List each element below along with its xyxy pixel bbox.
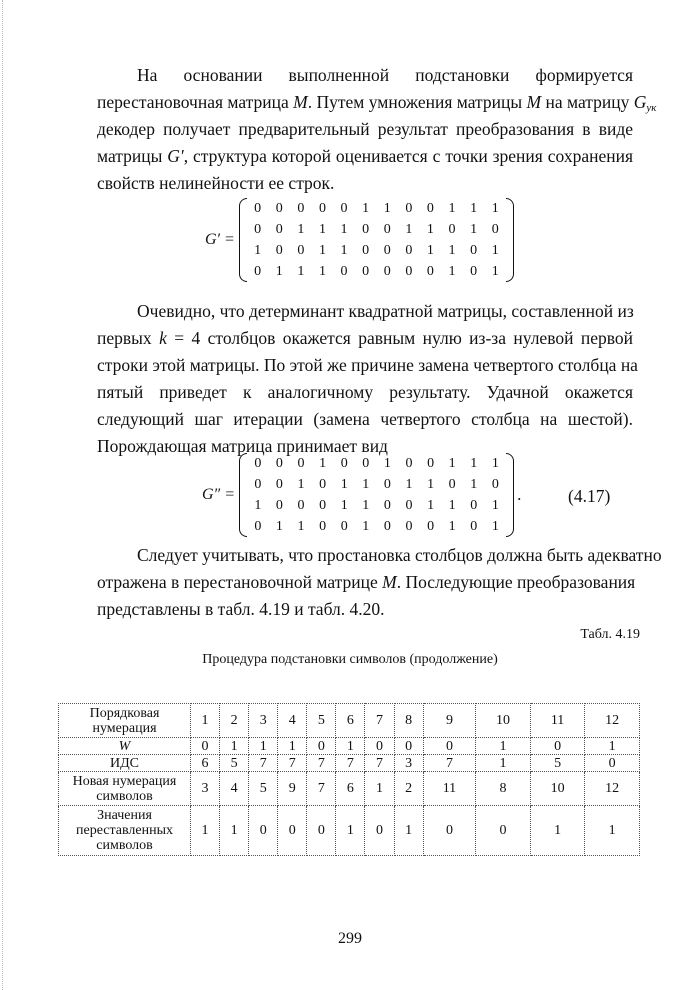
matrix-cell: 0	[405, 498, 413, 513]
table-cell: 2	[394, 772, 423, 806]
table-cell: 12	[585, 772, 640, 806]
matrix-cell: 0	[383, 243, 391, 258]
matrix-cell: 0	[383, 222, 391, 237]
table-cell: 3	[191, 772, 220, 806]
matrix-cell: 0	[275, 456, 283, 471]
text-span: матрицы	[97, 146, 168, 166]
text-span: На основании выполненной подстановки формируется	[137, 65, 633, 85]
matrix-cell: 0	[254, 477, 262, 492]
matrix-cell: 0	[340, 264, 348, 279]
matrix-cell: 0	[362, 264, 370, 279]
table-caption: Процедура подстановки символов (продолжение)	[202, 652, 498, 667]
text-line	[97, 542, 662, 569]
table-cell: 1	[585, 738, 640, 755]
table-label: Табл. 4.19	[580, 627, 640, 642]
matrix-cell: 1	[340, 498, 348, 513]
text-span: первых	[97, 328, 160, 348]
table-row	[59, 772, 640, 806]
matrix-cell: 0	[491, 477, 499, 492]
matrix-cell: 0	[340, 456, 348, 471]
table-cell: 2	[220, 704, 249, 738]
matrix-body	[239, 453, 514, 537]
matrix-row	[247, 495, 506, 516]
row-header: ИДС	[59, 755, 191, 772]
page-edge	[2, 0, 3, 990]
matrix-cell: 0	[383, 498, 391, 513]
table-cell: 10	[476, 704, 531, 738]
table-cell: 7	[365, 704, 394, 738]
matrix-cell: 0	[254, 222, 262, 237]
matrix-cell: 1	[491, 456, 499, 471]
text-line	[97, 298, 633, 325]
table-cell: 7	[336, 755, 365, 772]
text-span: , структура которой оценивается с точки зрения сохранения	[183, 146, 633, 166]
text-span: отражена в перестановочной матрице	[97, 572, 383, 592]
table-cell: 1	[220, 806, 249, 856]
equation-number: (4.17)	[568, 486, 611, 506]
table-cell: 1	[530, 806, 585, 856]
matrix-cell: 0	[254, 456, 262, 471]
table-cell: 1	[585, 806, 640, 856]
matrix-cell: 1	[405, 477, 413, 492]
table-cell: 0	[476, 806, 531, 856]
table-row	[59, 738, 640, 755]
table-cell: 8	[476, 772, 531, 806]
matrix-cell: 0	[405, 519, 413, 534]
text-span: декодер получает предварительный результат преобразования в виде	[97, 119, 633, 139]
text-span: строки этой матрицы. По этой же причине замена четвертого столбца на	[97, 355, 638, 375]
matrix-cell: 0	[470, 519, 478, 534]
matrix-cell: 1	[319, 456, 327, 471]
table-cell: 6	[336, 704, 365, 738]
table-cell: 1	[220, 738, 249, 755]
matrix-cell: 0	[362, 243, 370, 258]
matrix-cell: 0	[319, 519, 327, 534]
text-line	[97, 352, 638, 379]
matrix-cell: 0	[470, 243, 478, 258]
matrix-cell: 0	[405, 201, 413, 216]
matrix-cell: 1	[491, 519, 499, 534]
matrix-cell: 0	[427, 456, 435, 471]
matrix-cell: 1	[383, 201, 391, 216]
matrix-row	[247, 198, 506, 219]
table-cell: 6	[191, 755, 220, 772]
table-cell: 12	[585, 704, 640, 738]
matrix-cell: 0	[275, 477, 283, 492]
table-cell: 3	[249, 704, 278, 738]
table-cell: 1	[191, 704, 220, 738]
table-cell: 7	[423, 755, 476, 772]
matrix-cell: 1	[427, 498, 435, 513]
math-symbol: M	[526, 92, 542, 112]
matrix-cell: 0	[254, 519, 262, 534]
matrix-cell: 0	[426, 201, 434, 216]
matrix-cell: 1	[362, 498, 370, 513]
matrix-suffix: .	[517, 485, 522, 504]
table-row	[59, 704, 640, 738]
table-cell: 7	[278, 755, 307, 772]
matrix-cell: 1	[426, 243, 434, 258]
table-cell: 0	[423, 806, 476, 856]
matrix-cell: 0	[275, 201, 283, 216]
table-cell: 4	[220, 772, 249, 806]
matrix-label: G′ =	[205, 231, 235, 248]
text-line	[97, 379, 633, 406]
table-row	[59, 806, 640, 856]
table-cell: 1	[191, 806, 220, 856]
text-span: Следует учитывать, что простановка столбцов должна быть адекватно	[137, 545, 662, 565]
matrix-cell: 0	[297, 456, 305, 471]
matrix-cell: 1	[448, 519, 456, 534]
text-span: Очевидно, что детерминант квадратной матрицы, составленной из	[137, 301, 634, 321]
row-header: Новая нумерация символов	[59, 772, 191, 806]
matrix-cell: 1	[275, 264, 283, 279]
table-cell: 0	[530, 738, 585, 755]
matrix-cell: 1	[491, 498, 499, 513]
table-cell: 10	[530, 772, 585, 806]
matrix-cell: 1	[448, 201, 456, 216]
matrix-cell: 0	[275, 243, 283, 258]
text-line	[97, 170, 633, 197]
matrix-cell: 1	[318, 222, 326, 237]
matrix-cell: 1	[491, 264, 499, 279]
matrix-cell: 0	[362, 222, 370, 237]
table-cell: 1	[278, 738, 307, 755]
row-header: Порядковая нумерация	[59, 704, 191, 738]
table-cell: 5	[530, 755, 585, 772]
matrix-cell: 1	[470, 222, 478, 237]
table-cell: 1	[336, 806, 365, 856]
matrix-cell: 0	[319, 477, 327, 492]
matrix-cell: 0	[275, 222, 283, 237]
matrix-row	[247, 474, 506, 495]
text-line	[97, 569, 636, 596]
matrix-cell: 1	[383, 456, 391, 471]
text-span: на матрицу	[541, 92, 634, 112]
matrix-cell: 1	[470, 477, 478, 492]
math-symbol: k	[159, 328, 167, 348]
table-cell: 9	[423, 704, 476, 738]
text-span: . Путем умножения матрицы	[307, 92, 527, 112]
table-cell: 11	[423, 772, 476, 806]
text-span: Порождающая матрица принимает вид	[97, 436, 388, 456]
text-span: . Последующие преобразования	[396, 572, 636, 592]
matrix-cell: 0	[405, 264, 413, 279]
table-cell: 0	[307, 738, 336, 755]
matrix-cell: 0	[254, 264, 262, 279]
page-number: 299	[338, 930, 362, 947]
math-symbol: M	[382, 572, 397, 592]
matrix-row	[247, 261, 506, 282]
row-header: W	[59, 738, 191, 755]
table-cell: 0	[249, 806, 278, 856]
text-span: представлены в табл. 4.19 и табл. 4.20.	[97, 599, 385, 619]
text-line	[97, 143, 633, 170]
table-cell: 7	[307, 772, 336, 806]
matrix-cell: 1	[448, 498, 456, 513]
matrix-cell: 0	[470, 264, 478, 279]
table-cell: 0	[365, 738, 394, 755]
matrix-cell: 0	[297, 498, 305, 513]
matrix-cell: 1	[362, 477, 370, 492]
table-cell: 7	[307, 755, 336, 772]
matrix-cell: 1	[340, 243, 348, 258]
table-cell: 0	[191, 738, 220, 755]
table-cell: 0	[307, 806, 336, 856]
table-cell: 1	[476, 755, 531, 772]
matrix-cell: 1	[448, 243, 456, 258]
matrix-cell: 0	[448, 477, 456, 492]
substitution-table	[58, 703, 640, 856]
matrix-cell: 1	[297, 477, 305, 492]
text-line	[97, 89, 657, 116]
table-cell: 11	[530, 704, 585, 738]
matrix-cell: 0	[275, 498, 283, 513]
text-span: следующий шаг итерации (замена четвертого столбца на шестой).	[97, 409, 633, 429]
table-cell: 0	[365, 806, 394, 856]
matrix-cell: 0	[297, 201, 305, 216]
table-cell: 0	[585, 755, 640, 772]
matrix-cell: 0	[383, 519, 391, 534]
table-row	[59, 755, 640, 772]
matrix-g-prime	[205, 198, 514, 282]
table-cell: 1	[476, 738, 531, 755]
text-line	[97, 62, 633, 89]
matrix-cell: 1	[254, 498, 262, 513]
matrix-cell: 0	[491, 222, 499, 237]
matrix-cell: 1	[405, 222, 413, 237]
table-cell: 5	[249, 772, 278, 806]
matrix-row	[247, 453, 506, 474]
matrix-cell: 0	[318, 201, 326, 216]
paragraph-2	[97, 298, 638, 460]
matrix-cell: 1	[297, 222, 305, 237]
text-line	[97, 325, 633, 352]
matrix-cell: 1	[275, 519, 283, 534]
table-cell: 4	[278, 704, 307, 738]
table-cell: 5	[220, 755, 249, 772]
table-cell: 6	[336, 772, 365, 806]
matrix-cell: 1	[427, 477, 435, 492]
table-cell: 3	[394, 755, 423, 772]
table-cell: 1	[394, 806, 423, 856]
matrix-cell: 0	[297, 243, 305, 258]
matrix-cell: 0	[383, 264, 391, 279]
matrix-body	[239, 198, 514, 282]
matrix-cell: 0	[427, 519, 435, 534]
matrix-cell: 1	[318, 264, 326, 279]
table-cell: 7	[249, 755, 278, 772]
matrix-cell: 0	[319, 498, 327, 513]
row-header: Значения переставленных символов	[59, 806, 191, 856]
matrix-cell: 1	[340, 222, 348, 237]
table-cell: 1	[249, 738, 278, 755]
matrix-g-double-prime	[202, 453, 521, 537]
matrix-cell: 1	[491, 201, 499, 216]
matrix-cell: 1	[448, 264, 456, 279]
table-cell: 8	[394, 704, 423, 738]
matrix-cell: 1	[362, 519, 370, 534]
table-cell: 0	[423, 738, 476, 755]
table-cell: 7	[365, 755, 394, 772]
matrix-cell: 1	[297, 264, 305, 279]
matrix-label: G″ =	[202, 486, 236, 503]
math-symbol: G′	[167, 146, 184, 166]
text-line	[97, 596, 633, 623]
text-line	[97, 406, 633, 433]
paragraph-3	[97, 542, 662, 623]
matrix-row	[247, 240, 506, 261]
paragraph-1	[97, 62, 657, 197]
matrix-cell: 1	[340, 477, 348, 492]
matrix-cell: 0	[383, 477, 391, 492]
matrix-cell: 1	[448, 456, 456, 471]
matrix-cell: 1	[254, 243, 262, 258]
matrix-cell: 1	[470, 456, 478, 471]
text-span: пятый приведет к аналогичному результату. Удачной окажется	[97, 382, 633, 402]
text-span: свойств нелинейности ее строк.	[97, 173, 335, 193]
matrix-cell: 0	[254, 201, 262, 216]
matrix-row	[247, 516, 506, 537]
matrix-cell: 0	[426, 264, 434, 279]
matrix-cell: 1	[362, 201, 370, 216]
text-span: = 4 столбцов окажется равным нулю из-за нулевой первой	[166, 328, 634, 348]
table-cell: 9	[278, 772, 307, 806]
matrix-cell: 0	[405, 243, 413, 258]
matrix-cell: 0	[340, 201, 348, 216]
matrix-cell: 1	[470, 201, 478, 216]
table-cell: 1	[336, 738, 365, 755]
matrix-cell: 0	[340, 519, 348, 534]
matrix-cell: 1	[318, 243, 326, 258]
table-cell: 5	[307, 704, 336, 738]
matrix-cell: 0	[448, 222, 456, 237]
math-symbol: M	[293, 92, 308, 112]
matrix-cell: 0	[470, 498, 478, 513]
matrix-cell: 0	[362, 456, 370, 471]
math-symbol: G	[633, 92, 647, 112]
subscript: ук	[646, 102, 657, 114]
table-cell: 0	[394, 738, 423, 755]
table-cell: 0	[278, 806, 307, 856]
text-line	[97, 116, 633, 143]
matrix-cell: 1	[297, 519, 305, 534]
text-span: перестановочная матрица	[97, 92, 294, 112]
matrix-cell: 1	[426, 222, 434, 237]
matrix-row	[247, 219, 506, 240]
table-cell: 1	[365, 772, 394, 806]
matrix-cell: 0	[405, 456, 413, 471]
matrix-cell: 1	[491, 243, 499, 258]
